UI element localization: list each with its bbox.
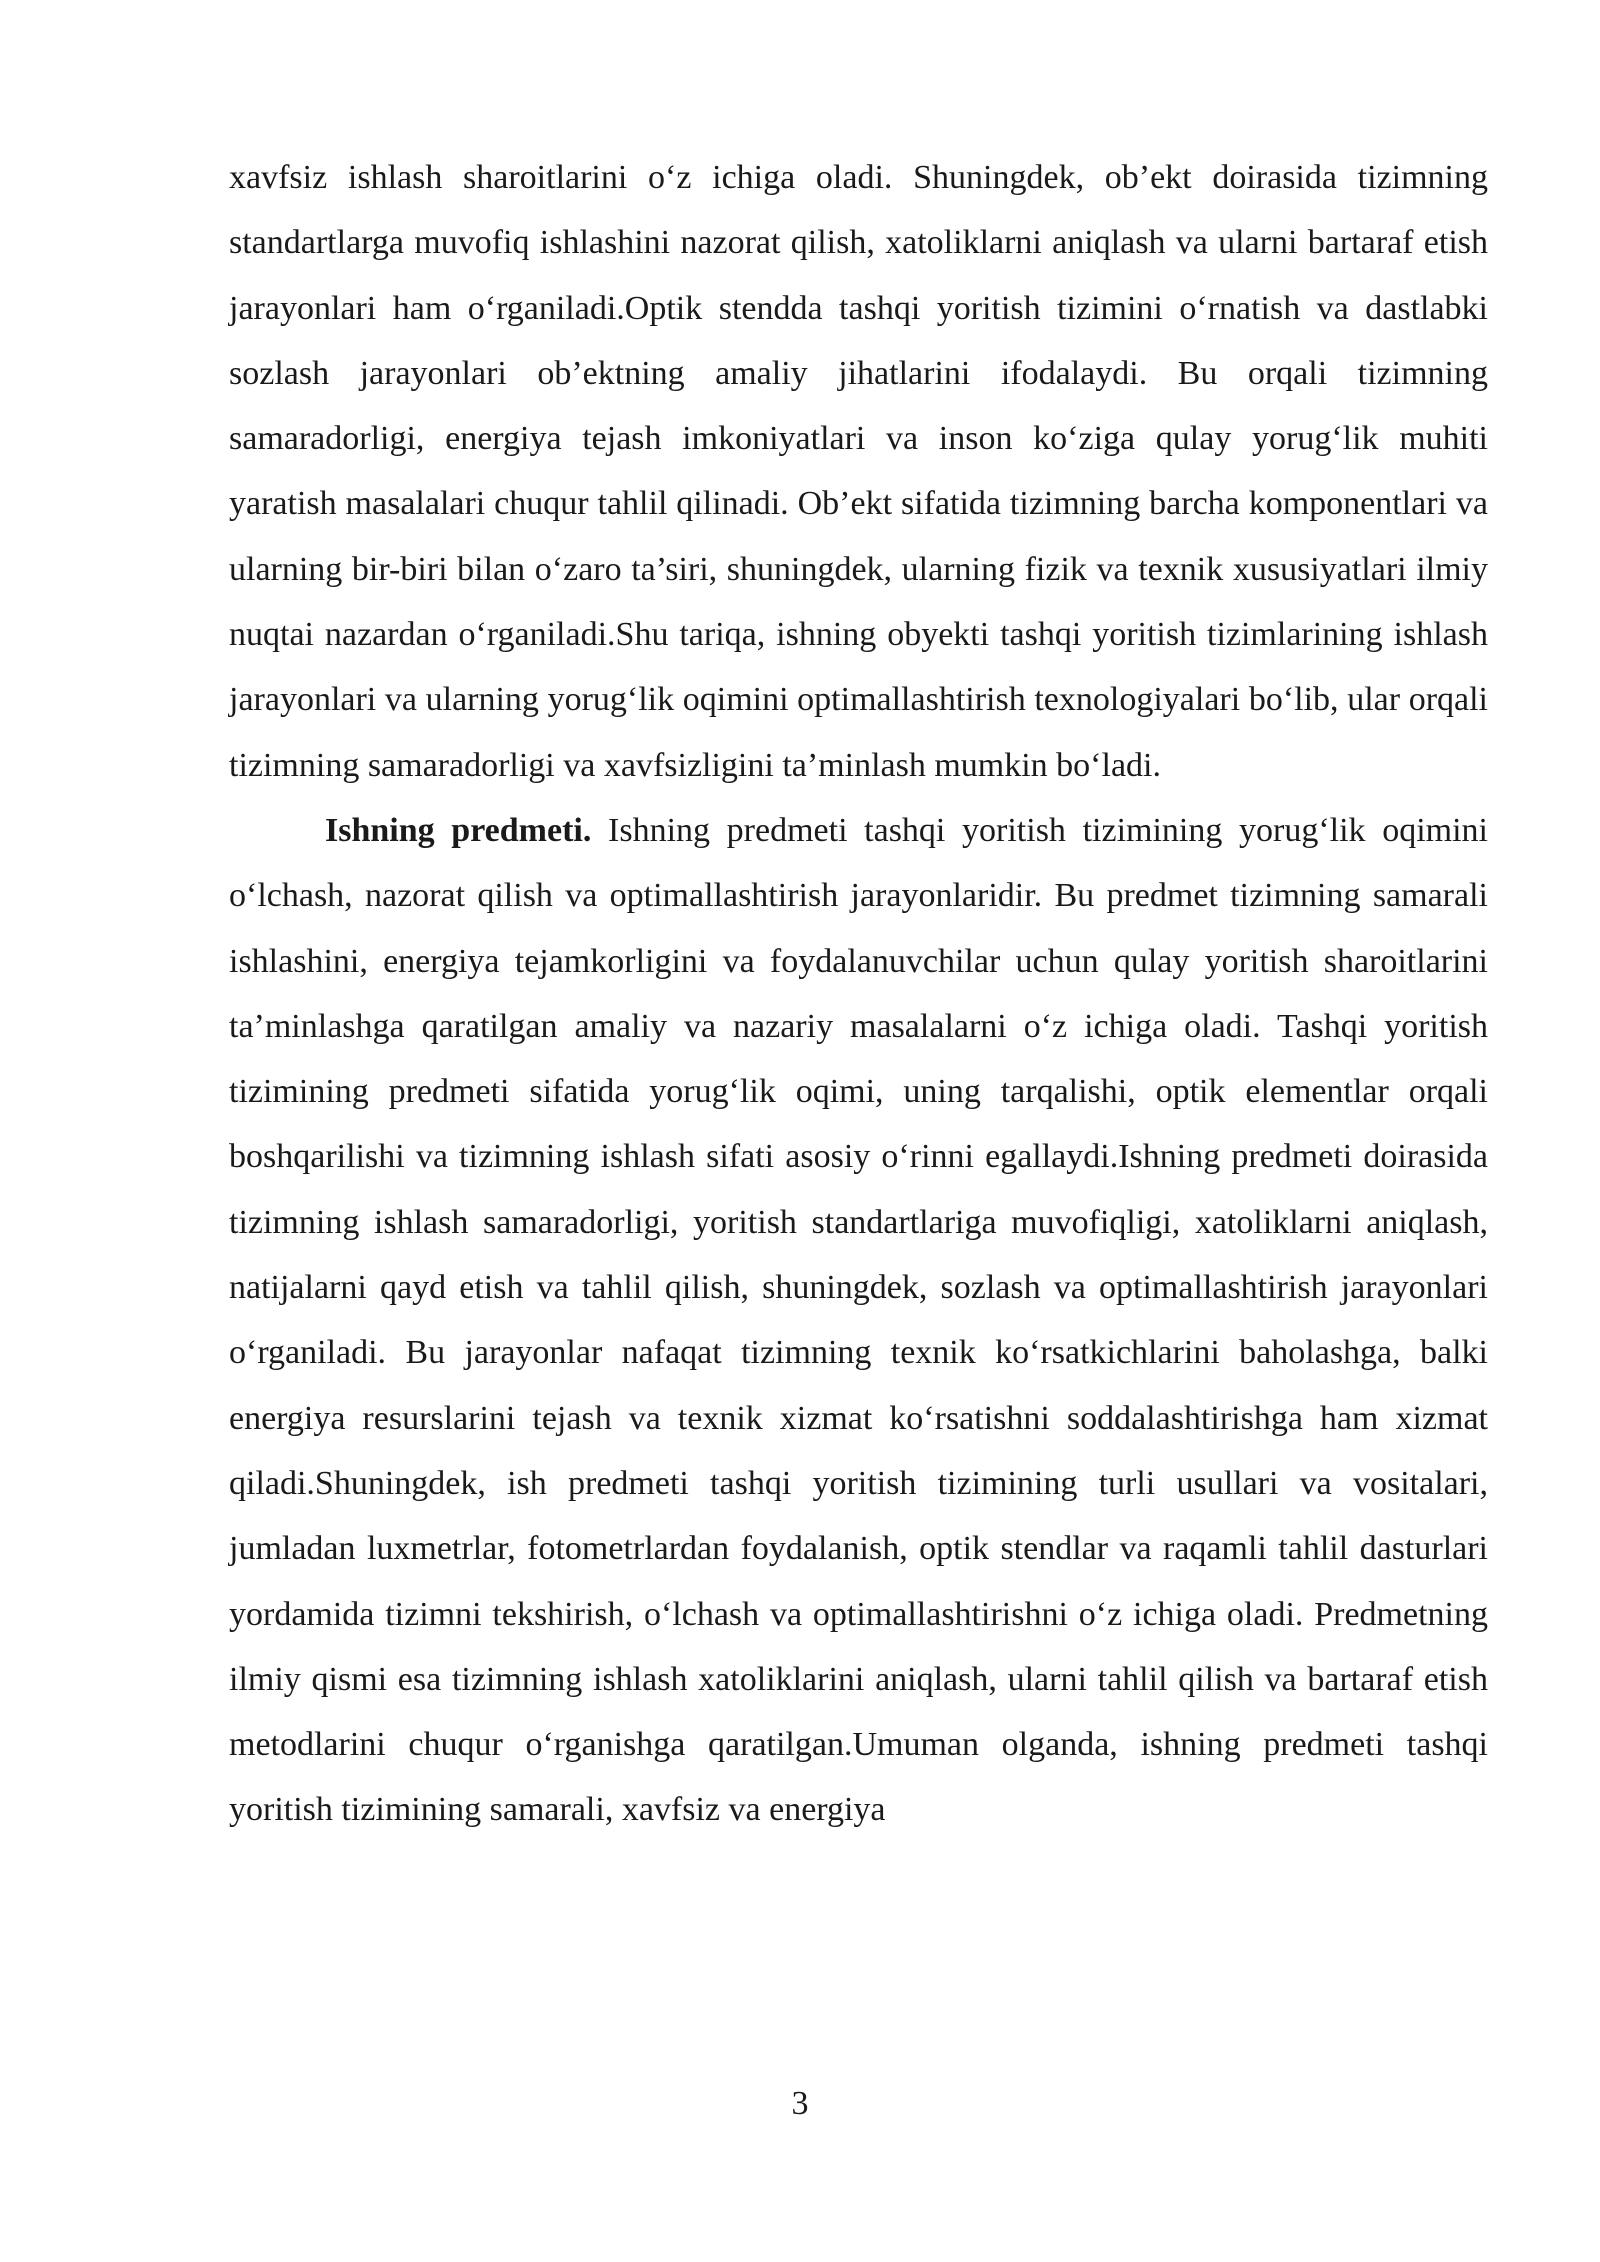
body-text <box>229 145 1488 1843</box>
paragraph-subject-body: Ishning predmeti tashqi yoritish tizimining yorug‘lik oqimini o‘lchash, nazorat qilish va optimallashtirish jarayonlaridir. Bu predmet tizimning samarali ishlashini, energiya tejamkorligini va foydalanuvchilar uchun qulay yoritish sharoitlarini ta’minlashga qaratilgan amaliy va nazariy masalalarni o‘z ichiga oladi. Tashqi yoritish tizimining predmeti sifatida yorug‘lik oqimi, uning tarqalishi, optik elementlar orqali boshqarilishi va tizimning ishlash sifati asosiy o‘rinni egallaydi.Ishning predmeti doirasida tizimning ishlash samaradorligi, yoritish standartlariga muvofiqligi, xatoliklarni aniqlash, natijalarni qayd etish va tahlil qilish, shuningdek, sozlash va optimallashtirish jarayonlari o‘rganiladi. Bu jarayonlar nafaqat tizimning texnik ko‘rsatkichlarini baholashga, balki energiya resurslarini tejash va texnik xizmat ko‘rsatishni soddalashtirishga ham xizmat qiladi.Shuningdek, ish predmeti tashqi yoritish tizimining turli usullari va vositalari, jumladan luxmetrlar, fotometrlardan foydalanish, optik stendlar va raqamli tahlil dasturlari yordamida tizimni tekshirish, o‘lchash va optimallashtirishni o‘z ichiga oladi. Predmetning ilmiy qismi esa tizimning ishlash xatoliklarini aniqlash, ularni tahlil qilish va bartaraf etish metodlarini chuqur o‘rganishga qaratilgan.Umuman olganda, ishning predmeti tashqi yoritish tizimining samarali, xavfsiz va energiya <box>229 811 1488 1829</box>
paragraph-subject <box>229 798 1488 1843</box>
page-number: 3 <box>791 2085 809 2122</box>
inline-heading-subject: Ishning predmeti. <box>325 811 592 849</box>
paragraph-object-continuation: xavfsiz ishlash sharoitlarini o‘z ichiga oladi. Shuningdek, ob’ekt doirasida tizimning standartlarga muvofiq ishlashini nazorat qilish, xatoliklarni aniqlash va ularni bartaraf etish jarayonlari ham o‘rganiladi.Optik stendda tashqi yoritish tizimini o‘rnatish va dastlabki sozlash jarayonlari ob’ektning amaliy jihatlarini ifodalaydi. Bu orqali tizimning samaradorligi, energiya tejash imkoniyatlari va inson ko‘ziga qulay yorug‘lik muhiti yaratish masalalari chuqur tahlil qilinadi. Ob’ekt sifatida tizimning barcha komponentlari va ularning bir-biri bilan o‘zaro ta’siri, shuningdek, ularning fizik va texnik xususiyatlari ilmiy nuqtai nazardan o‘rganiladi.Shu tariqa, ishning obyekti tashqi yoritish tizimlarining ishlash jarayonlari va ularning yorug‘lik oqimini optimallashtirish texnologiyalari bo‘lib, ular orqali tizimning samaradorligi va xavfsizligini ta’minlash mumkin bo‘ladi. <box>229 159 1488 784</box>
